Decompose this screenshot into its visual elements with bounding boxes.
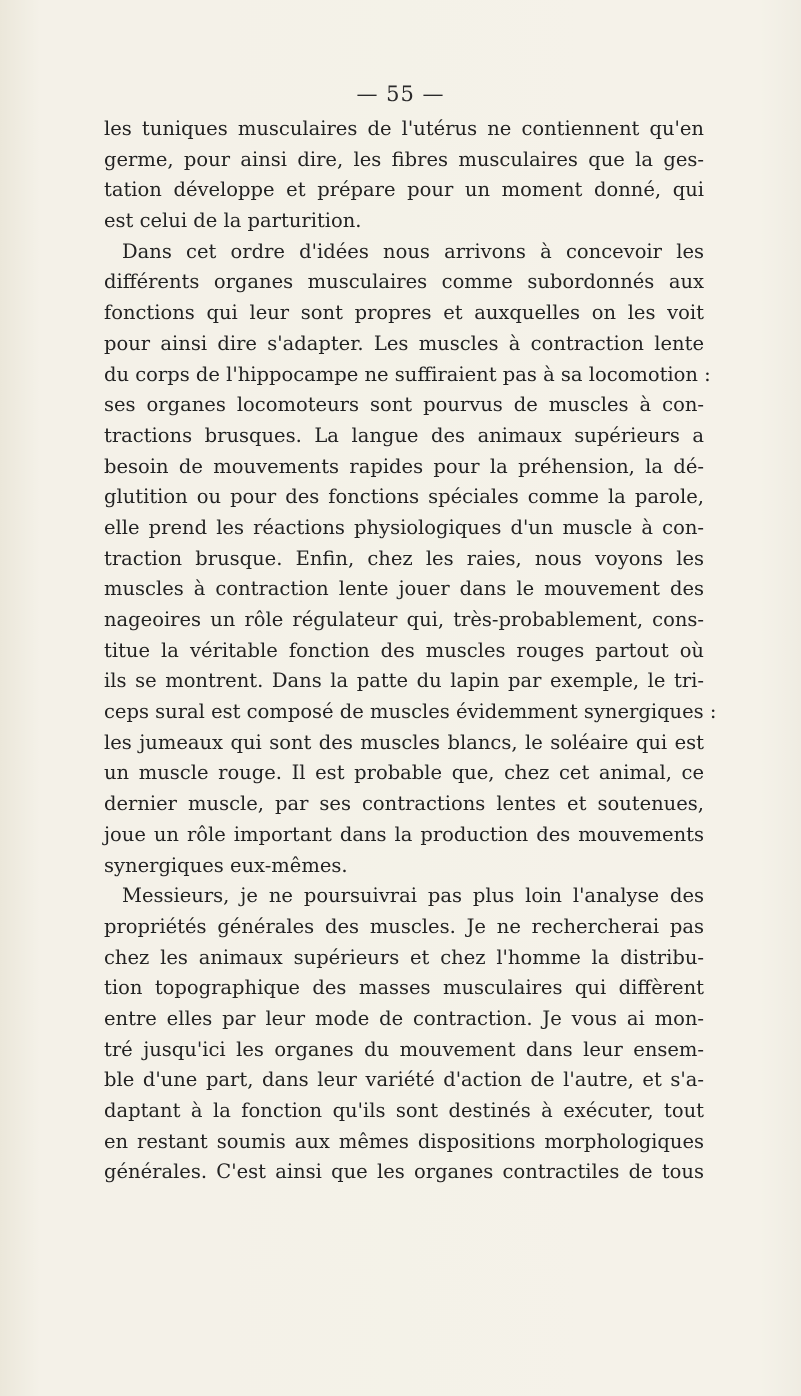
- text-line: les tuniques musculaires de l'utérus ne contiennent qu'en: [104, 117, 704, 140]
- text-line: est celui de la parturition.: [104, 209, 362, 233]
- text-line: traction brusque. Enfin, chez les raies, nous voyons les: [104, 546, 704, 570]
- text-line: joue un rôle important dans la production des mouvements: [104, 822, 704, 846]
- text-line: différents organes musculaires comme subordonnés aux: [104, 270, 704, 294]
- text-line: pour ainsi dire s'adapter. Les muscles à contraction lente: [104, 331, 704, 355]
- text-line: titue la véritable fonction des muscles rouges partout où: [104, 638, 704, 662]
- text-line: tion topographique des masses musculaires qui diffèrent: [104, 976, 704, 1000]
- text-line: dernier muscle, par ses contractions lentes et soutenues,: [104, 792, 704, 816]
- text-line: du corps de l'hippocampe ne suffiraient pas à sa locomotion :: [104, 362, 711, 386]
- text-line: ble d'une part, dans leur variété d'action de l'autre, et s'a-: [104, 1068, 704, 1092]
- text-line: ils se montrent. Dans la patte du lapin par exemple, le tri-: [104, 669, 704, 693]
- text-line: un muscle rouge. Il est probable que, chez cet animal, ce: [104, 761, 704, 785]
- text-line: elle prend les réactions physiologiques d'un muscle à con-: [104, 515, 704, 539]
- text-line: glutition ou pour des fonctions spéciales comme la parole,: [104, 485, 704, 509]
- text-line: tré jusqu'ici les organes du mouvement dans leur ensem-: [104, 1037, 704, 1061]
- text-line: propriétés générales des muscles. Je ne rechercherai pas: [104, 914, 704, 938]
- text-line: nageoires un rôle régulateur qui, très-probablement, cons-: [104, 608, 704, 631]
- text-line: ses organes locomoteurs sont pourvus de muscles à con-: [104, 393, 704, 417]
- text-line: daptant à la fonction qu'ils sont destinés à exécuter, tout: [104, 1099, 704, 1122]
- text-line: fonctions qui leur sont propres et auxquelles on les voit: [104, 301, 704, 325]
- text-line: tractions brusques. La langue des animaux supérieurs a: [104, 423, 704, 447]
- text-line: muscles à contraction lente jouer dans le mouvement des: [104, 577, 704, 601]
- text-line: germe, pour ainsi dire, les fibres musculaires que la ges-: [104, 147, 704, 171]
- text-line: chez les animaux supérieurs et chez l'homme la distribu-: [104, 945, 704, 969]
- text-line: synergiques eux-mêmes.: [104, 853, 348, 877]
- text-line: générales. C'est ainsi que les organes contractiles de tous: [104, 1160, 704, 1184]
- text-line: tation développe et prépare pour un moment donné, qui: [104, 178, 704, 202]
- paragraph-start-line: Dans cet ordre d'idées nous arrivons à concevoir les: [122, 239, 704, 263]
- text-line: besoin de mouvements rapides pour la préhension, la dé-: [104, 454, 704, 478]
- text-line: les jumeaux qui sont des muscles blancs, le soléaire qui est: [104, 730, 704, 754]
- body-text: [104, 114, 717, 1188]
- page-number: — 55 —: [356, 82, 445, 106]
- text-line: ceps sural est composé de muscles évidemment synergiques :: [104, 700, 717, 724]
- paragraph-start-line: Messieurs, je ne poursuivrai pas plus loin l'analyse des: [122, 884, 704, 908]
- text-line: entre elles par leur mode de contraction. Je vous ai mon-: [104, 1006, 704, 1030]
- text-line: en restant soumis aux mêmes dispositions morphologiques: [104, 1129, 704, 1153]
